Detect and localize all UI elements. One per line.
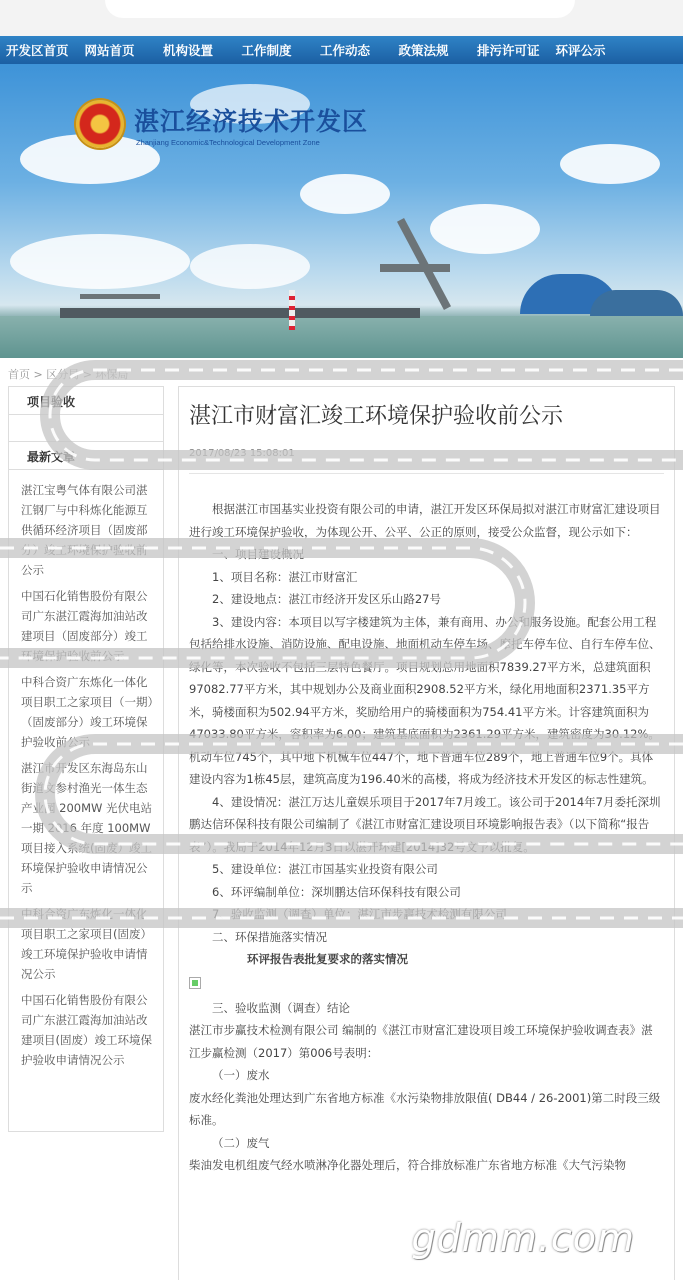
sidebar-section-acceptance[interactable]: 项目验收 [9, 387, 163, 415]
nav-organization[interactable]: 机构设置 [163, 43, 214, 58]
item-status: 4、建设情况：湛江万达儿童娱乐项目于2017年7月竣工。该公司于2014年7月委托深圳鹏达信环保科技有限公司编制了《湛江市财富汇建设项目环境影响报告表》（以下简称“报告表”）。我局于2014年12月3日以湛开环建[2014]32号文予以批复。 [189, 794, 661, 854]
article [178, 386, 675, 1280]
heading-measures: 二、环保措施落实情况 [212, 929, 327, 944]
list-item[interactable]: 湛江市开发区东海岛东山街道文参村渔光一体生态产业园 200MW 光伏电站一期 2016 年度 100MW 项目接入系统(固废）竣工环境保护验收申请情况公示 [21, 761, 153, 895]
site-subtitle: Zhanjiang Economic&Technological Development Zone [136, 138, 320, 147]
item-builder: 5、建设单位：湛江市国基实业投资有限公司 [212, 862, 438, 876]
sidebar [8, 386, 164, 1132]
storage-building [590, 290, 683, 316]
subheading-wastewater: （一）废水 [212, 1068, 270, 1082]
crane-small [80, 294, 160, 299]
item-monitor-unit: 7、验收监测（调查）单位：湛江市步赢技术检测有限公司 [212, 907, 507, 921]
sidebar-section-latest: 最新文章 [9, 441, 163, 470]
sea-water [0, 316, 683, 358]
main-nav [0, 36, 683, 64]
header-banner [0, 64, 683, 358]
item-content: 3、建设内容：本项目以写字楼建筑为主体，兼有商用、办公和服务设施。配套公用工程包括给排水设施、消防设施、配电设施、地面机动车停车场、摩托车停车位、自行车停车位、绿化等，本次验收不包括三层特色餐厅。项目规划总用地面积7839.27平方米，总建筑面积97082.77平方米，其中规划办公及商业面积2908.52平方米，绿化用地面积2371.35平方米，骑楼面积为502.94平方米，奖励给用户的骑楼面积为754.41平方米。计容建筑面积为47033.80平方米，容积率为6.00；建筑基底面积为2361.29平方米，建筑密度为30.12%。机动车位745个，其中地下机械车位447个，地下普通车位289个，地上普通车位9个。具体建设内容为1栋45层，建筑高度为196.40米的高楼，将成为经济技术开发区的标志性建筑。 [189, 614, 661, 786]
nav-work-rules[interactable]: 工作制度 [241, 43, 292, 58]
subheading-approval: 环评报告表批复要求的落实情况 [247, 952, 408, 966]
item-location: 2、建设地点：湛江市经济开发区乐山路27号 [212, 592, 441, 606]
article-date: 2017/08/23 15:08:01 [189, 448, 664, 474]
item-name: 1、项目名称：湛江市财富汇 [212, 569, 358, 584]
heading-conclusion: 三、验收监测（调查）结论 [212, 1000, 350, 1015]
paragraph: 柴油发电机组废气经水喷淋净化器处理后，符合排放标准广东省地方标准《大气污染物 [189, 1158, 626, 1172]
watermark: gdmm.com [411, 1216, 635, 1260]
crane-beam [380, 264, 450, 272]
national-emblem-icon [76, 100, 124, 148]
subheading-exhaust: （二）废气 [212, 1135, 270, 1150]
nav-permit[interactable]: 排污许可证 [477, 43, 540, 58]
heading-overview: 一、项目建设概况 [212, 547, 304, 561]
paragraph: 废水经化粪池处理达到广东省地方标准《水污染物排放限值( DB44 / 26-2001)第二时段三级标准。 [189, 1090, 661, 1127]
address-pill [105, 0, 575, 18]
paragraph: 湛江市步赢技术检测有限公司 编制的《湛江市财富汇建设项目竣工环境保护验收调查表》湛江步赢检测（2017）第006号表明： [189, 1023, 653, 1060]
list-item[interactable]: 中科合资广东炼化一体化项目职工之家项目(固废）竣工环境保护验收申请情况公示 [21, 907, 152, 981]
list-item[interactable]: 湛江宝粤气体有限公司湛江钢厂与中科炼化能源互供循环经济项目（固废部分）竣工环境保护验收前公示 [21, 483, 148, 577]
list-item[interactable]: 中国石化销售股份有限公司广东湛江霞海加油站改建项目（固废部分）竣工环境保护验收前公示 [21, 589, 148, 663]
dock [60, 308, 420, 318]
site-title: 湛江经济技术开发区 [134, 107, 369, 136]
nav-work-news[interactable]: 工作动态 [320, 43, 371, 58]
nav-eia-notice[interactable]: 环评公示 [555, 43, 606, 58]
nav-kaifaqu-home[interactable]: 开发区首页 [6, 43, 69, 58]
article-title: 湛江市财富汇竣工环境保护验收前公示 [189, 404, 564, 429]
item-eia-unit: 6、环评编制单位：深圳鹏达信环保科技有限公司 [212, 884, 461, 899]
nav-site-home[interactable]: 网站首页 [84, 43, 135, 58]
article-body [189, 498, 664, 1177]
broken-image-icon [189, 977, 201, 989]
paragraph: 根据湛江市国基实业投资有限公司的申请，湛江开发区环保局拟对湛江市财富汇建设项目进行竣工环境保护验收，为体现公开、公平、公正的原则，接受公众监督，现公示如下： [189, 502, 661, 539]
list-item[interactable]: 中科合资广东炼化一体化项目职工之家项目（一期）（固废部分）竣工环境保护验收前公示 [21, 675, 154, 749]
chimney [289, 290, 295, 330]
nav-policy[interactable]: 政策法规 [398, 43, 449, 58]
list-item[interactable]: 中国石化销售股份有限公司广东湛江霞海加油站改建项目(固废）竣工环境保护验收申请情况公示 [21, 993, 152, 1067]
browser-top-strip [0, 0, 683, 36]
breadcrumb[interactable]: 首页 > 区分局 > 环保局 [8, 368, 129, 381]
